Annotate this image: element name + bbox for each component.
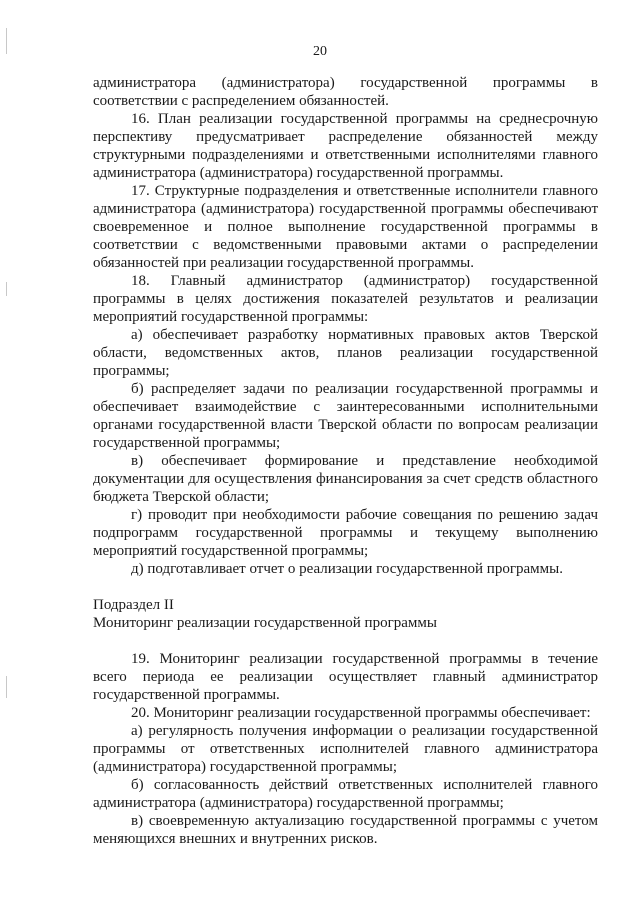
list-item: а) регулярность получения информации о реализации государственной программы от ответственных исполнителей главного администратора (администратора) государственной программы; — [93, 723, 598, 775]
list-item: в) своевременную актуализацию государственной программы с учетом меняющихся внешних и внутренних рисков. — [93, 813, 598, 847]
paragraph: администратора (администратора) государственной программы в соответствии с распределением обязанностей. — [93, 75, 598, 109]
subsection-label: Подраздел II — [93, 597, 174, 613]
scan-edge-mark — [6, 282, 7, 296]
list-item: в) обеспечивает формирование и представление необходимой документации для осуществления финансирования за счет средств областного бюджета Тверской области; — [93, 453, 598, 505]
subsection-title: Мониторинг реализации государственной программы — [93, 615, 437, 631]
page-number: 20 — [313, 44, 327, 59]
paragraph: 19. Мониторинг реализации государственной программы в течение всего периода ее реализации осуществляет главный администратор государственной программы. — [93, 651, 598, 703]
paragraph: 18. Главный администратор (администратор) государственной программы в целях достижения показателей результатов и реализации мероприятий государственной программы: — [93, 273, 598, 325]
list-item: а) обеспечивает разработку нормативных правовых актов Тверской области, ведомственных актов, планов реализации государственной программы; — [93, 327, 598, 379]
list-item: г) проводит при необходимости рабочие совещания по решению задач подпрограмм государственной программы и текущему выполнению мероприятий государственной программы; — [93, 507, 598, 559]
paragraph: 16. План реализации государственной программы на среднесрочную перспективу предусматривает распределение обязанностей между структурными подразделениями и ответственными исполнителями главного администратора (администратора) государственной программы. — [93, 111, 598, 181]
list-item: б) распределяет задачи по реализации государственной программы и обеспечивает взаимодействие с заинтересованными исполнительными органами государственной власти Тверской области по вопросам реализации государственной программы; — [93, 381, 598, 451]
paragraph: 20. Мониторинг реализации государственной программы обеспечивает: — [131, 705, 591, 721]
list-item: б) согласованность действий ответственных исполнителей главного администратора (администратора) государственной программы; — [93, 777, 598, 811]
document-body — [93, 74, 598, 848]
list-item: д) подготавливает отчет о реализации государственной программы. — [131, 561, 563, 577]
scan-edge-mark — [6, 676, 7, 698]
paragraph: 17. Структурные подразделения и ответственные исполнители главного администратора (администратора) государственной программы обеспечивают своевременное и полное выполнение государственной программы в соответствии с ведомственными правовыми актами о распределении обязанностей при реализации государственной программы. — [93, 183, 598, 271]
